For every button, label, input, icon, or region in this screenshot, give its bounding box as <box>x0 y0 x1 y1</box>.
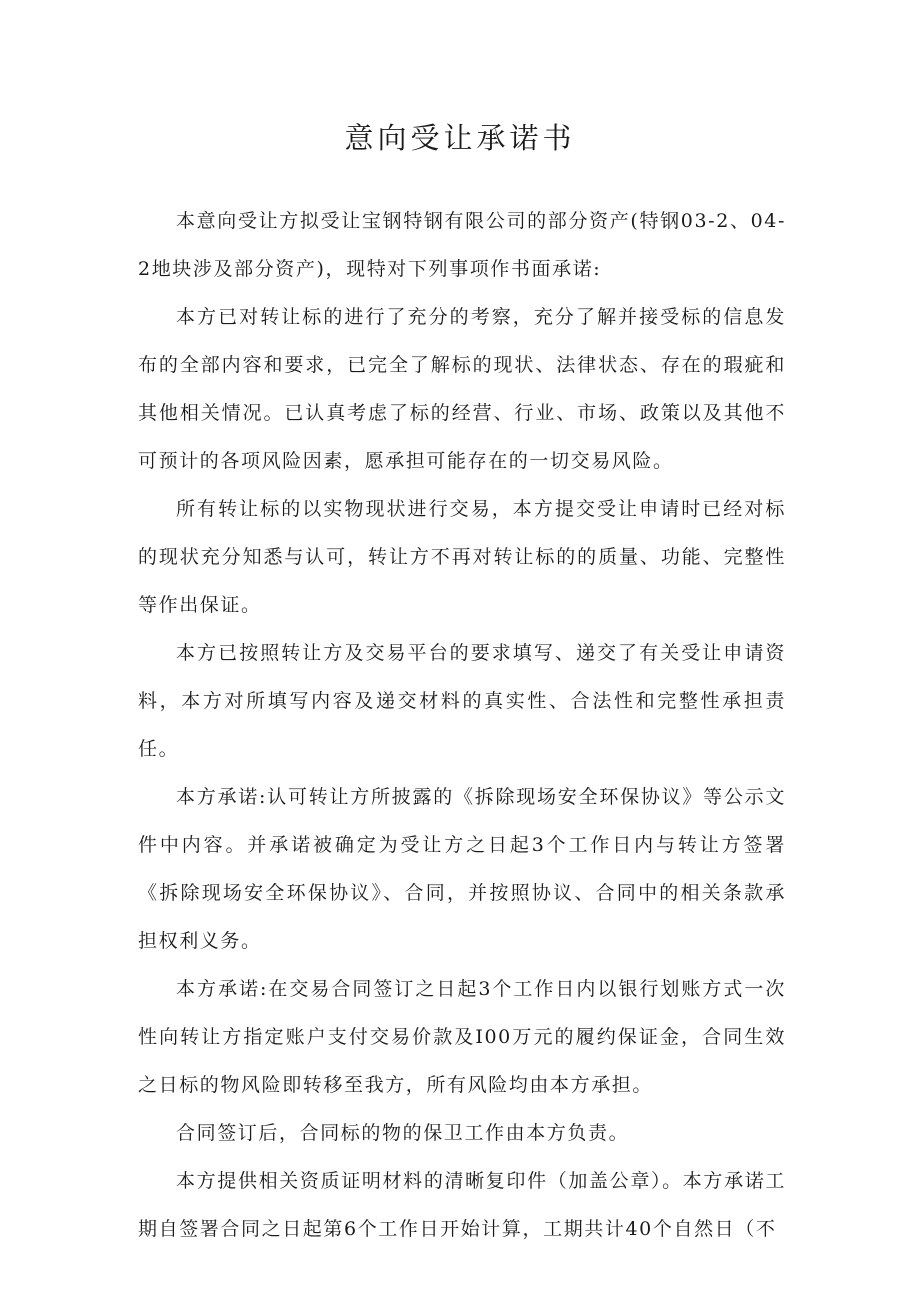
paragraph-security: 合同签订后，合同标的物的保卫工作由本方负责。 <box>176 1122 630 1144</box>
paragraph-application: 本方已按照转让方及交易平台的要求填写、递交了有关受让申请资料，本方对所填写内容及递交材料的真实性、合法性和完整性承担责任。 <box>138 642 786 760</box>
paragraph-agreement: 本方承诺:认可转让方所披露的《拆除现场安全环保协议》等公示文件中内容。并承诺被确定为受让方之日起3个工作日内与转让方签署《拆除现场安全环保协议》、合同，并按照协议、合同中的相关条款承担权利义务。 <box>138 786 786 952</box>
document-body <box>138 197 786 1253</box>
document-title: 意向受让承诺书 <box>344 121 576 155</box>
paragraph-intro: 本意向受让方拟受让宝钢特钢有限公司的部分资产(特钢03-2、04-2地块涉及部分资产)，现特对下列事项作书面承诺: <box>138 210 786 280</box>
paragraph-as-is: 所有转让标的以实物现状进行交易，本方提交受让申请时已经对标的现状充分知悉与认可，转让方不再对转让标的的质量、功能、完整性等作出保证。 <box>138 498 786 616</box>
paragraph-payment: 本方承诺:在交易合同签订之日起3个工作日内以银行划账方式一次性向转让方指定账户支付交易价款及I00万元的履约保证金，合同生效之日标的物风险即转移至我方，所有风险均由本方承担。 <box>138 978 786 1096</box>
paragraph-inspection: 本方已对转让标的进行了充分的考察，充分了解并接受标的信息发布的全部内容和要求，已完全了解标的现状、法律状态、存在的瑕疵和其他相关情况。已认真考虑了标的经营、行业、市场、政策以及其他不可预计的各项风险因素，愿承担可能存在的一切交易风险。 <box>138 306 786 472</box>
paragraph-schedule: 本方提供相关资质证明材料的清晰复印件（加盖公章）。本方承诺工期自签署合同之日起第6个工作日开始计算，工期共计40个自然日（不 <box>138 1170 786 1240</box>
